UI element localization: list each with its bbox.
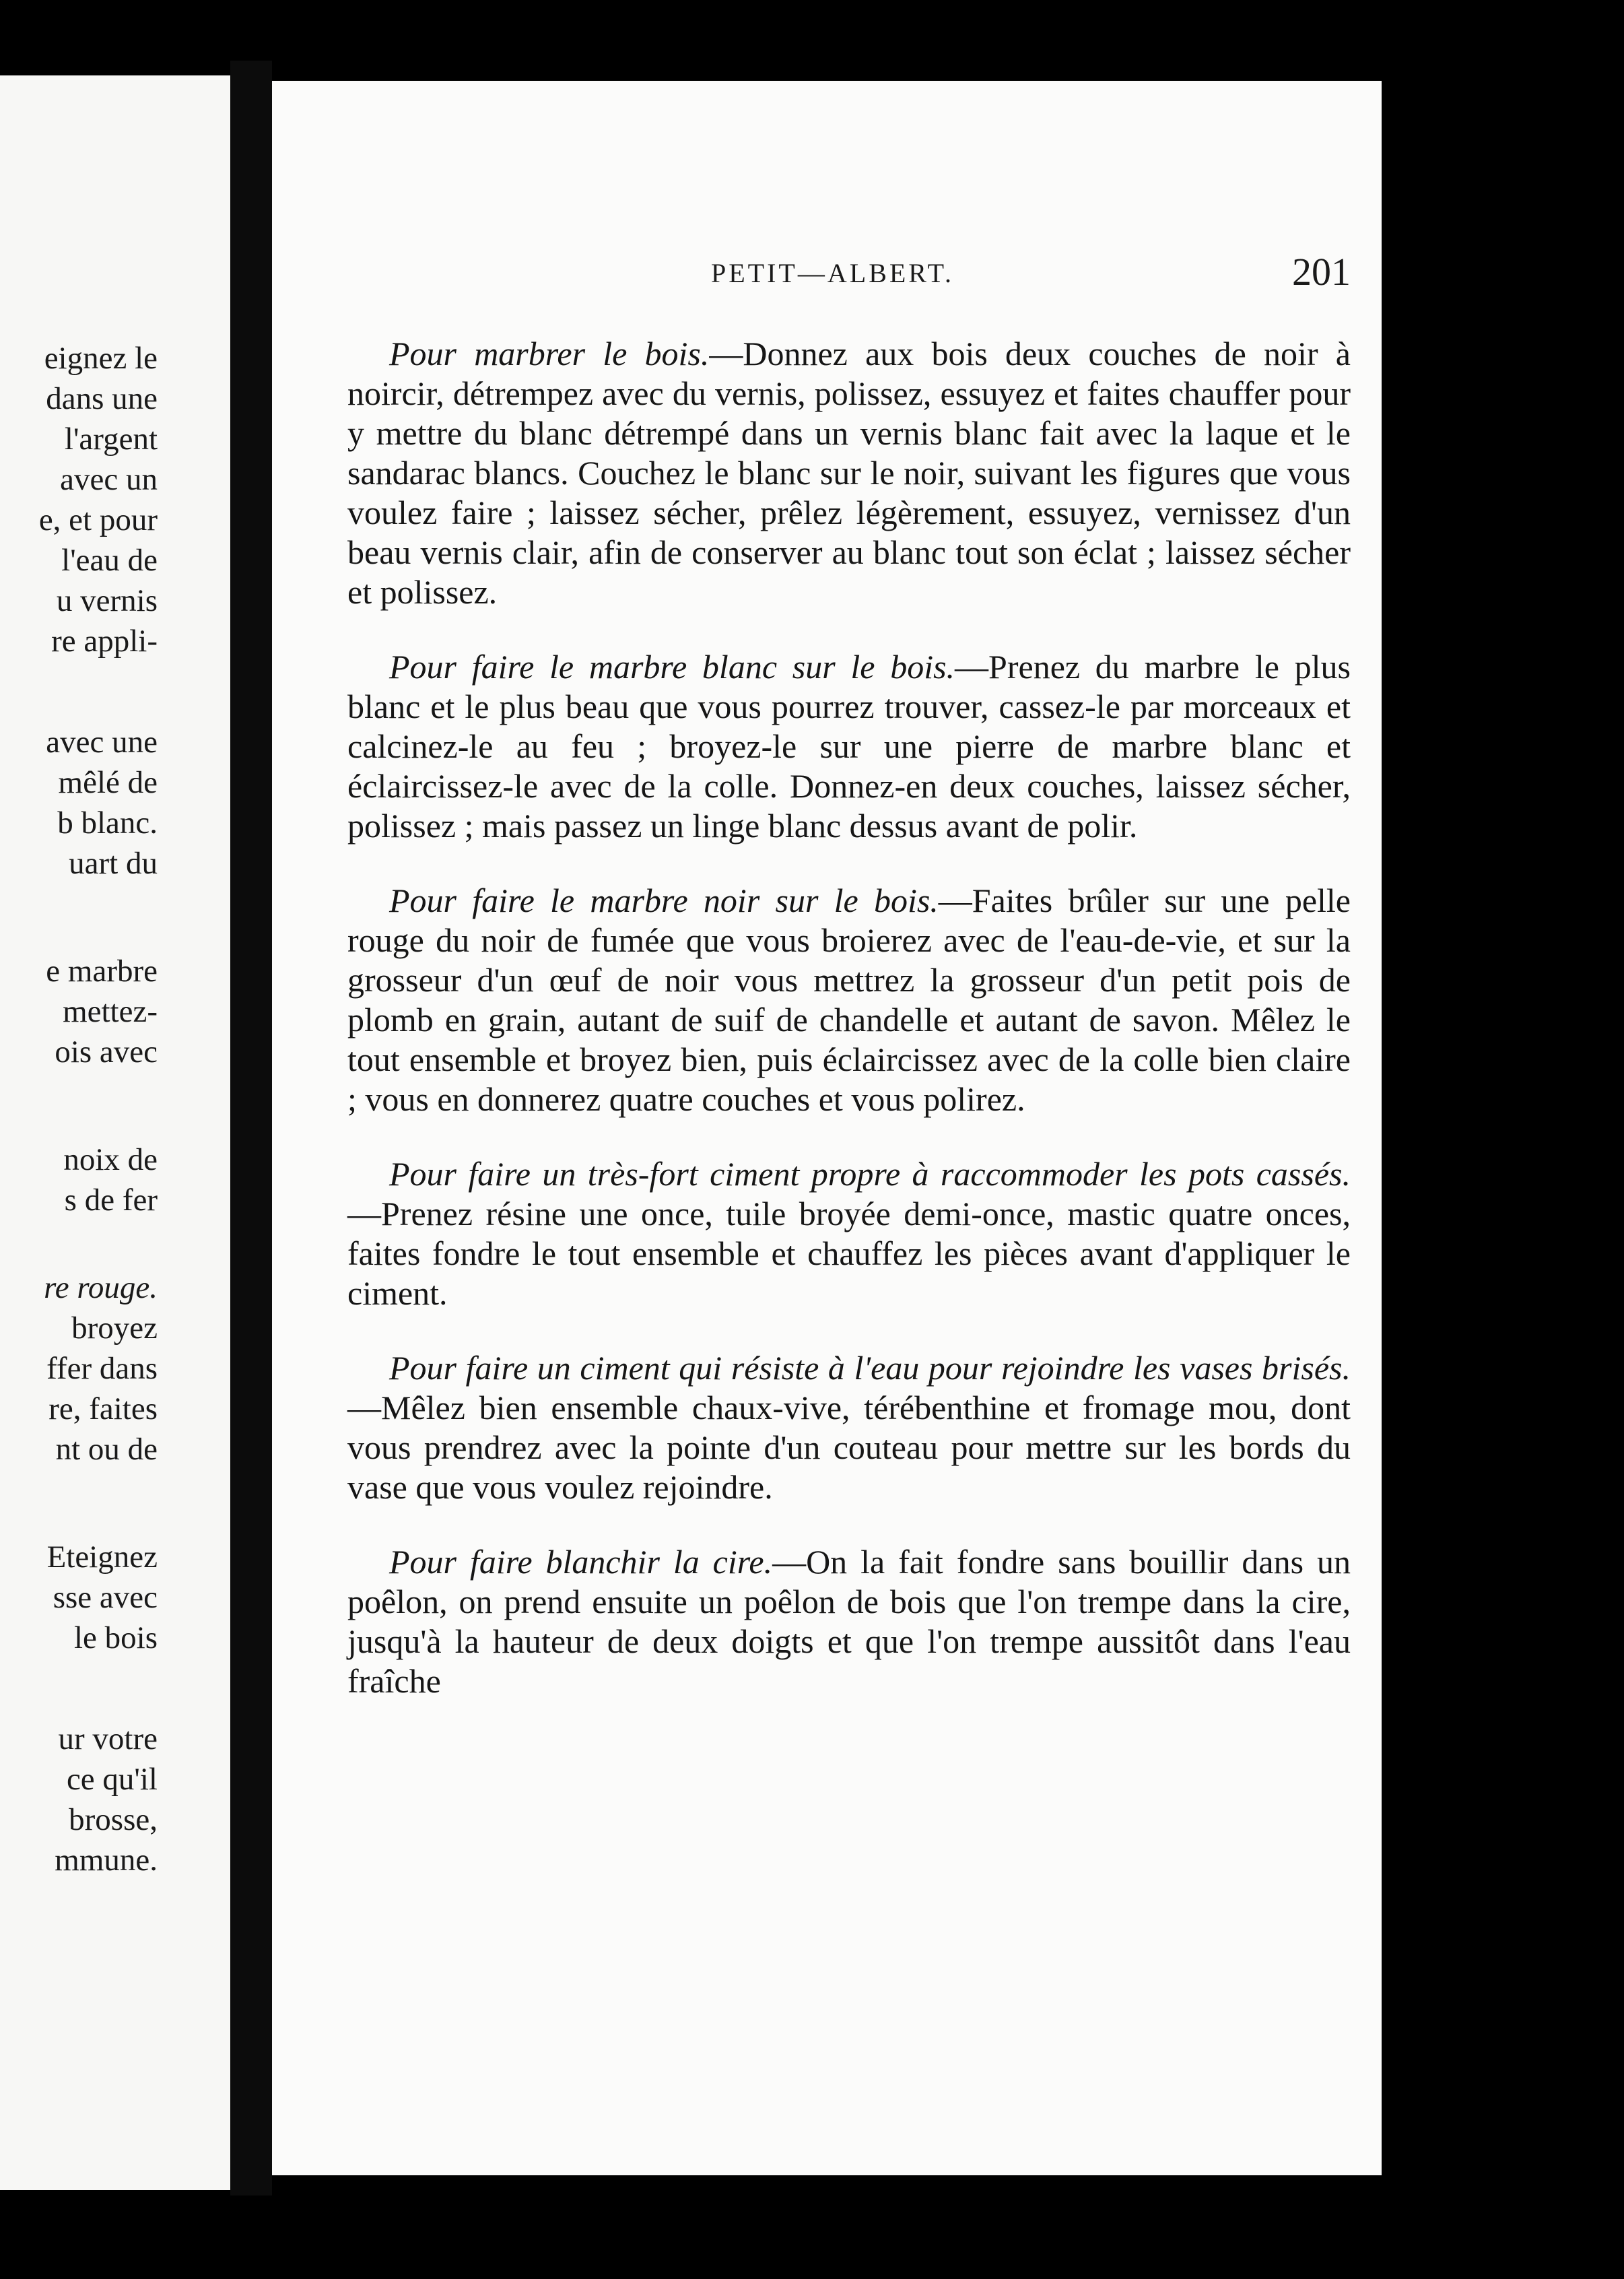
previous-page-line: ois avec [55,1034,158,1069]
previous-page-line: re rouge. [44,1270,158,1305]
previous-page-line: nt ou de [55,1432,158,1467]
page-content [347,249,1351,1736]
paragraph-body: —Prenez du marbre le plus blanc et le plus beau que vous pourrez trouver, cassez-le par morceaux et calcinez-le au feu ; broyez-le sur une pierre de marbre blanc et éclaircissez-le avec de la colle. Donnez-en deux couches, laissez sécher, polissez ; mais passez un linge blanc dessus avant de polir. [347,648,1351,845]
previous-page-line: le bois [73,1620,158,1655]
running-title: PETIT—ALBERT. [711,258,955,288]
previous-page-line: ffer dans [46,1351,158,1386]
previous-page-line: e marbre [46,954,158,989]
previous-page-line: l'argent [64,422,158,457]
paragraph-body: —Donnez aux bois deux couches de noir à noircir, détrempez avec du vernis, polissez, essuyez et faites chauffer pour y mettre du blanc détrempé dans un vernis blanc fait avec la laque et le sandarac blancs. Couchez le blanc sur le noir, suivant les figures que vous voulez faire ; laissez sécher, prêlez légèrement, essuyez, vernissez d'un beau vernis clair, afin de conserver au blanc tout son éclat ; laissez sécher et polissez. [347,335,1351,611]
previous-page-line: sse avec [53,1580,158,1615]
body-text [347,334,1351,1701]
book-page [272,81,1382,2175]
book-spine-shadow [230,61,272,2195]
previous-page-line: l'eau de [61,543,158,578]
previous-page-line: b blanc. [57,805,158,840]
paragraph-heading: Pour faire un très-fort ciment propre à raccommoder les pots cassés. [389,1155,1351,1193]
previous-page-line: mêlé de [58,765,158,800]
previous-page-line: ur votre [58,1721,158,1756]
paragraph-body: —Mêlez bien ensemble chaux-vive, térébenthine et fromage mou, dont vous prendrez avec la pointe d'un couteau pour mettre sur les bords du vase que vous voulez rejoindre. [347,1389,1351,1506]
previous-page-line: e, et pour [38,502,158,537]
paragraph-heading: Pour faire un ciment qui résiste à l'eau pour rejoindre les vases brisés. [389,1349,1351,1387]
paragraph-marbrer-bois [347,334,1351,612]
paragraph-heading: Pour marbrer le bois. [389,335,710,372]
paragraph-heading: Pour faire blanchir la cire. [389,1543,773,1581]
paragraph-heading: Pour faire le marbre blanc sur le bois. [389,648,955,686]
previous-page-line: mmune. [55,1843,158,1878]
previous-page-line: mettez- [63,994,158,1029]
paragraph-ciment-pots [347,1154,1351,1313]
paragraph-ciment-eau [347,1348,1351,1507]
previous-page-line: avec une [46,725,158,760]
previous-page-line: ce qu'il [66,1762,158,1797]
previous-page-line: brosse, [69,1802,158,1837]
paragraph-marbre-noir [347,881,1351,1119]
paragraph-body: —Prenez résine une once, tuile broyée demi-once, mastic quatre onces, faites fondre le tout ensemble et chauffez les pièces avant d'appliquer le ciment. [347,1195,1351,1312]
previous-page-line: u vernis [56,583,158,618]
page-number: 201 [1292,250,1351,294]
previous-page-line: re, faites [48,1391,158,1426]
paragraph-heading: Pour faire le marbre noir sur le bois. [389,882,939,919]
previous-page-fragment [0,75,230,2190]
paragraph-body: —Faites brûler sur une pelle rouge du noir de fumée que vous broierez avec de l'eau-de-vie, et sur la grosseur d'un œuf de noir vous mettrez la grosseur d'un petit pois de plomb en grain, autant de suif de chandelle et autant de savon. Mêlez le tout ensemble et broyez bien, puis éclaircissez avec de la colle bien claire ; vous en donnerez quatre couches et vous polirez. [347,882,1351,1118]
previous-page-line: uart du [69,846,158,881]
previous-page-line: dans une [46,381,158,416]
paragraph-body: —On la fait fondre sans bouillir dans un poêlon, on prend ensuite un poêlon de bois que l'on trempe dans la cire, jusqu'à la hauteur de deux doigts et que l'on trempe aussitôt dans l'eau fraîche [347,1543,1351,1700]
previous-page-line: noix de [63,1142,158,1177]
previous-page-line: broyez [71,1311,158,1346]
previous-page-line: s de fer [64,1183,158,1218]
previous-page-line: avec un [60,462,158,497]
running-head [347,249,1351,303]
paragraph-blanchir-cire [347,1542,1351,1701]
previous-page-line: Eteignez [46,1540,158,1575]
previous-page-line: re appli- [51,624,158,659]
paragraph-marbre-blanc [347,647,1351,846]
previous-page-line: eignez le [44,341,158,376]
